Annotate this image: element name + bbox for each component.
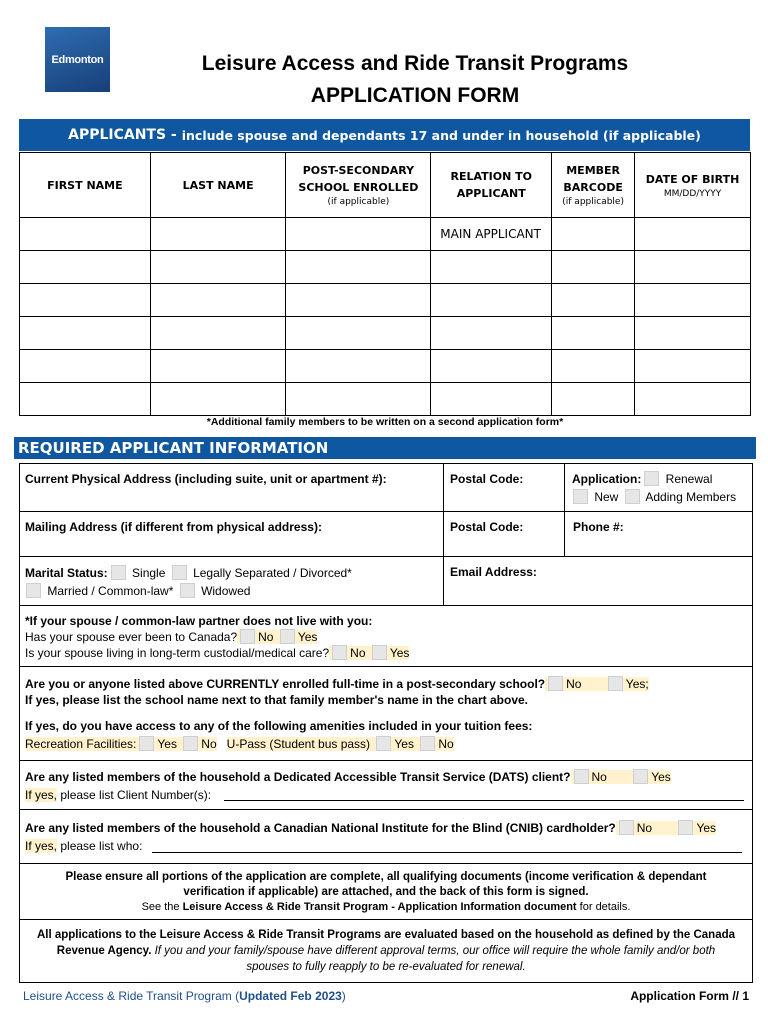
table-row xyxy=(20,218,751,251)
amenities-question: If yes, do you have access to any of the following amenities included in your tuition fees: xyxy=(25,719,533,733)
applicants-heading-band xyxy=(19,119,750,151)
footer-program xyxy=(23,989,346,1003)
spouse-care-yes-checkbox[interactable] xyxy=(372,645,387,660)
spouse-care-question: Is your spouse living in long-term custodial/medical care? xyxy=(25,646,330,660)
footer-updated: Updated Feb 2023 xyxy=(239,989,342,1003)
marital-status-box xyxy=(19,556,444,606)
no-label: No xyxy=(258,630,274,644)
postal-code-field-1[interactable] xyxy=(443,463,565,512)
relation-cell[interactable] xyxy=(431,383,552,416)
no-label: No xyxy=(201,737,217,751)
barcode-cell[interactable] xyxy=(552,317,635,350)
spouse-canada-no-checkbox[interactable] xyxy=(240,629,255,644)
school-cell[interactable] xyxy=(286,317,431,350)
spouse-question: *If your spouse / common-law partner does not live with you: xyxy=(25,614,373,628)
renewal-checkbox[interactable] xyxy=(644,471,659,486)
school-cell[interactable] xyxy=(286,218,431,251)
separated-checkbox[interactable] xyxy=(172,565,187,580)
adding-members-label: Adding Members xyxy=(645,490,737,504)
physical-address-field[interactable] xyxy=(19,463,444,512)
application-label: Application: xyxy=(572,472,642,486)
renewal-label: Renewal xyxy=(665,472,713,486)
widowed-label: Widowed xyxy=(201,584,251,598)
dob-cell[interactable] xyxy=(635,251,751,284)
barcode-cell[interactable] xyxy=(552,383,635,416)
relation-cell[interactable] xyxy=(431,251,552,284)
relation-cell: MAIN APPLICANT xyxy=(431,218,552,251)
rec-facilities-label: Recreation Facilities: xyxy=(25,737,137,751)
dats-client-number-line[interactable] xyxy=(224,800,744,801)
applicants-heading: APPLICANTS - xyxy=(68,127,177,143)
barcode-cell[interactable] xyxy=(552,284,635,317)
last-name-cell[interactable] xyxy=(150,383,286,416)
new-label: New xyxy=(594,490,619,504)
relation-cell[interactable] xyxy=(431,350,552,383)
relation-cell[interactable] xyxy=(431,284,552,317)
evaluation-notice xyxy=(19,919,753,983)
mailing-address-label: Mailing Address (if different from physical address): xyxy=(25,520,322,534)
physical-address-label: Current Physical Address (including suite, unit or apartment #): xyxy=(25,472,387,486)
info-document-name: Leisure Access & Ride Transit Program - Application Information document xyxy=(182,901,577,913)
relation-cell[interactable] xyxy=(431,317,552,350)
table-row xyxy=(20,350,751,383)
spouse-section xyxy=(19,605,753,667)
evaluation-notice-bold: All applications to the Leisure Access & Ride Transit Programs are evaluated based on the household as defined by the Canada Revenue Agency. xyxy=(36,929,736,957)
email-label: Email Address: xyxy=(450,565,537,579)
spouse-care-no-checkbox[interactable] xyxy=(332,645,347,660)
footer-program-text: Leisure Access & Ride Transit Program ( xyxy=(23,989,240,1003)
table-row xyxy=(20,383,751,416)
widowed-checkbox[interactable] xyxy=(180,583,195,598)
footer-page-number: Application Form // 1 xyxy=(630,989,749,1003)
first-name-cell[interactable] xyxy=(20,284,151,317)
yes-label: Yes xyxy=(651,770,671,784)
dats-section xyxy=(19,760,753,810)
dob-cell[interactable] xyxy=(635,284,751,317)
dats-follow-label: please list Client Number(s): xyxy=(60,788,212,802)
application-type-box xyxy=(564,463,753,512)
form-subtitle: APPLICATION FORM xyxy=(310,84,520,107)
last-name-cell[interactable] xyxy=(150,350,286,383)
table-row xyxy=(20,284,751,317)
marital-status-label: Marital Status: xyxy=(25,566,108,580)
form-title: Leisure Access and Ride Transit Programs xyxy=(201,52,629,75)
yes-label: Yes xyxy=(297,630,318,644)
enrolled-question: Are you or anyone listed above CURRENTLY enrolled full-time in a post-secondary school? xyxy=(25,677,546,691)
dats-yes-checkbox[interactable] xyxy=(633,769,648,784)
col-barcode: MEMBER BARCODE (if applicable) xyxy=(552,153,635,218)
first-name-cell[interactable] xyxy=(20,317,151,350)
last-name-cell[interactable] xyxy=(150,218,286,251)
last-name-cell[interactable] xyxy=(150,284,286,317)
last-name-cell[interactable] xyxy=(150,317,286,350)
no-label: No xyxy=(438,737,454,751)
dob-cell[interactable] xyxy=(635,317,751,350)
cnib-yes-checkbox[interactable] xyxy=(678,820,693,835)
cnib-who-line[interactable] xyxy=(152,852,742,853)
dob-cell[interactable] xyxy=(635,350,751,383)
spouse-canada-yes-checkbox[interactable] xyxy=(280,629,295,644)
dob-cell[interactable] xyxy=(635,383,751,416)
first-name-cell[interactable] xyxy=(20,383,151,416)
new-checkbox[interactable] xyxy=(573,489,588,504)
barcode-cell[interactable] xyxy=(552,251,635,284)
table-row xyxy=(20,317,751,350)
completion-notice-text: Please ensure all portions of the application are complete, all qualifying documents (income verification & dependant verification if applicable) are attached, and the back of this form is signed. xyxy=(65,871,707,898)
married-label: Married / Common-law* xyxy=(47,584,174,598)
last-name-cell[interactable] xyxy=(150,251,286,284)
school-cell[interactable] xyxy=(286,251,431,284)
yes-label: Yes xyxy=(394,737,414,751)
upass-no-checkbox[interactable] xyxy=(420,736,435,751)
col-first-name: FIRST NAME xyxy=(20,153,151,218)
school-cell[interactable] xyxy=(286,284,431,317)
dats-question: Are any listed members of the household a Dedicated Accessible Transit Service (DATS) client? xyxy=(25,770,571,784)
first-name-cell[interactable] xyxy=(20,350,151,383)
details-label: for details. xyxy=(579,901,631,913)
no-label: No xyxy=(591,770,607,784)
required-info-heading: REQUIRED APPLICANT INFORMATION xyxy=(14,437,756,459)
enrollment-section xyxy=(19,666,753,761)
postal-code-label: Postal Code: xyxy=(450,520,524,534)
yes-label: Yes xyxy=(696,821,717,835)
spouse-canada-question: Has your spouse ever been to Canada? xyxy=(25,630,238,644)
applicants-heading-note: include spouse and dependants 17 and under in household (if applicable) xyxy=(181,127,701,143)
first-name-cell[interactable] xyxy=(20,251,151,284)
no-label: No xyxy=(636,821,653,835)
cnib-follow-label: please list who: xyxy=(60,839,143,853)
see-label: See the xyxy=(141,901,180,913)
completion-notice xyxy=(19,863,753,920)
col-school: POST-SECONDARY SCHOOL ENROLLED (if applicable) xyxy=(286,153,431,218)
mailing-address-field[interactable] xyxy=(19,511,444,557)
footer-close-paren: ) xyxy=(341,989,346,1003)
no-label: No xyxy=(350,646,366,660)
school-cell[interactable] xyxy=(286,383,431,416)
upass-label: U-Pass (Student bus pass) xyxy=(226,737,371,751)
col-relation: RELATION TO APPLICANT xyxy=(431,153,552,218)
dats-no-checkbox[interactable] xyxy=(574,769,589,784)
phone-label: Phone #: xyxy=(573,520,624,534)
postal-code-field-2[interactable] xyxy=(443,511,565,557)
upass-yes-checkbox[interactable] xyxy=(376,736,391,751)
yes-label: Yes xyxy=(389,646,410,660)
edmonton-logo xyxy=(45,27,110,92)
cnib-question: Are any listed members of the household a Canadian National Institute for the Blind (CNIB) cardholder? xyxy=(25,821,616,835)
enrolled-yes-checkbox[interactable] xyxy=(608,676,623,691)
yes-label: Yes; xyxy=(625,677,649,691)
barcode-cell[interactable] xyxy=(552,350,635,383)
yes-label: Yes xyxy=(157,737,177,751)
no-label: No xyxy=(566,677,582,691)
additional-members-note: *Additional family members to be written on a second application form* xyxy=(206,416,564,428)
col-last-name: LAST NAME xyxy=(150,153,286,218)
evaluation-notice-italic: If you and your family/spouse have different approval terms, our office will require the whole family and/or both spouses to fully reapply to be re-evaluated for renewal. xyxy=(154,945,716,973)
if-yes-label: If yes, xyxy=(25,788,58,802)
if-yes-label: If yes, xyxy=(25,839,58,853)
adding-members-checkbox[interactable] xyxy=(625,489,640,504)
postal-code-label: Postal Code: xyxy=(450,472,524,486)
married-checkbox[interactable] xyxy=(26,583,41,598)
applicants-table xyxy=(19,152,751,416)
separated-label: Legally Separated / Divorced* xyxy=(193,566,352,580)
enrolled-no-checkbox[interactable] xyxy=(548,676,563,691)
barcode-cell[interactable] xyxy=(552,218,635,251)
cnib-no-checkbox[interactable] xyxy=(619,820,634,835)
enrolled-note: If yes, please list the school name next to that family member's name in the chart above. xyxy=(25,693,529,707)
email-field[interactable] xyxy=(443,556,753,606)
single-checkbox[interactable] xyxy=(111,565,126,580)
applicants-header-row xyxy=(20,153,751,218)
cnib-section xyxy=(19,809,753,864)
first-name-cell[interactable] xyxy=(20,218,151,251)
rec-no-checkbox[interactable] xyxy=(183,736,198,751)
rec-yes-checkbox[interactable] xyxy=(139,736,154,751)
single-label: Single xyxy=(132,566,166,580)
dob-cell[interactable] xyxy=(635,218,751,251)
phone-field[interactable] xyxy=(564,511,753,557)
col-dob: DATE OF BIRTH MM/DD/YYYY xyxy=(635,153,751,218)
table-row xyxy=(20,251,751,284)
school-cell[interactable] xyxy=(286,350,431,383)
logo-text: Edmonton xyxy=(51,53,104,66)
